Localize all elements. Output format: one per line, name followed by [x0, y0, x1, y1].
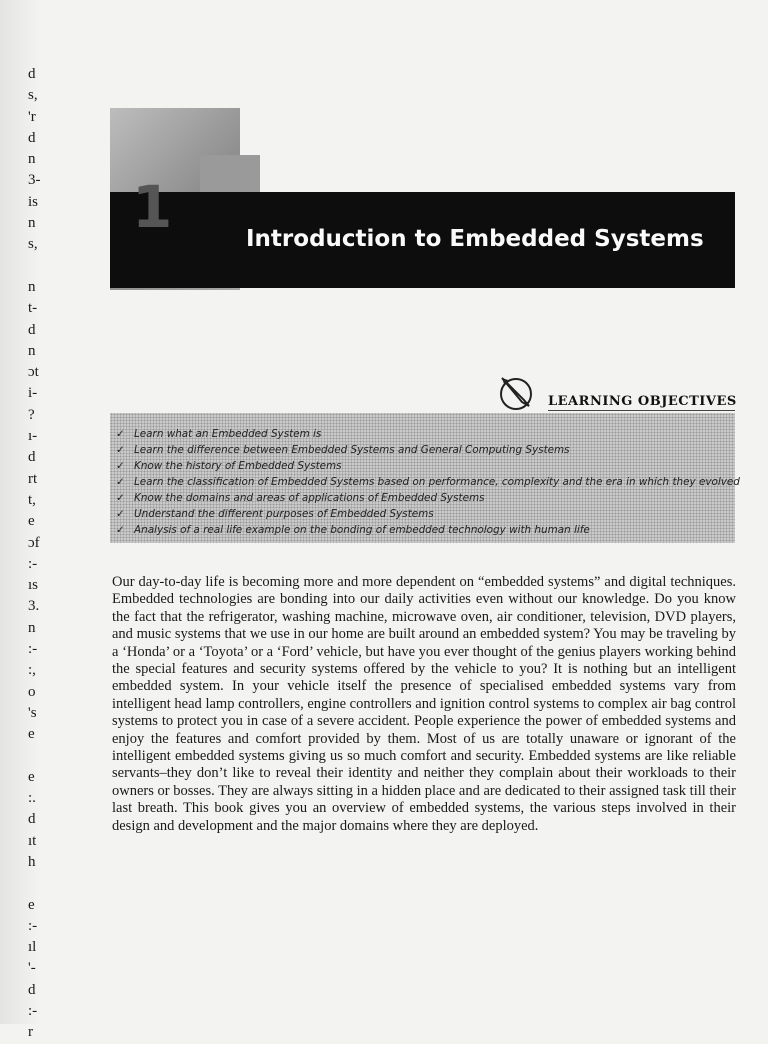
margin-fragment: ɔt: [28, 364, 39, 381]
margin-fragment: s,: [28, 236, 38, 253]
learning-objective-text: Learn what an Embedded System is: [134, 428, 322, 440]
margin-fragment: :-: [28, 555, 38, 572]
intro-paragraph: Our day-to-day life is becoming more and more dependent on “embedded systems” and digital techniques. Embedded technologies are bonding into our daily activities even without our knowledge. Do you know the fact that the refrigerator, washing machine, microwave oven, air conditioner, television, DVD players, and music systems that we use in our home are built around an embedded system? You may be traveling by a ‘Honda’ or a ‘Toyota’ or a ‘Ford’ vehicle, but have you ever thought of the genius players working behind the special features and security systems offered by the vehicle to you? It is nothing but an intelligent embedded system. In your vehicle itself the presence of specialised embedded systems vary from intelligent head lamp controllers, engine controllers and ignition control systems to complex air bag control systems to protect you in case of a severe accident. People experience the power of embedded systems and enjoy the features and comfort provided by them. Most of us are totally unaware or ignorant of the intelligent embedded systems giving us so much comfort and security. Embedded systems are like reliable servants–they don’t like to reveal their identity and neither they complain about their workloads to their owners or bosses. They are always sitting in a hidden place and are dedicated to their assigned task till their last breath. This book gives you an overview of embedded systems, the various steps involved in their design and development and the major domains where they are deployed.: [112, 574, 736, 834]
check-icon: ✓: [116, 444, 125, 456]
margin-fragment: :-: [28, 1003, 38, 1020]
margin-fragment: e: [28, 896, 35, 913]
chapter-title: Introduction to Embedded Systems: [246, 226, 704, 252]
learning-objective-text: Know the domains and areas of applications of Embedded Systems: [134, 492, 485, 504]
learning-objective-item: [116, 522, 740, 538]
learning-objective-item: [116, 458, 740, 474]
check-icon: ✓: [116, 460, 125, 472]
check-icon: ✓: [116, 508, 125, 520]
margin-fragment: d: [28, 981, 36, 998]
margin-fragment: d: [28, 66, 36, 82]
margin-fragment: [28, 256, 58, 277]
margin-fragment: n: [28, 619, 36, 636]
margin-fragment: ıt: [28, 832, 37, 849]
pencil-icon: [496, 372, 536, 412]
margin-fragment: d: [28, 129, 36, 146]
chapter-header-grey-step: [200, 155, 260, 195]
margin-fragment: o: [28, 683, 36, 700]
margin-fragment: n: [28, 278, 36, 295]
margin-fragment: 's: [28, 704, 37, 721]
learning-objective-text: Analysis of a real life example on the bonding of embedded technology with human life: [134, 524, 590, 536]
learning-objective-text: Know the history of Embedded Systems: [134, 460, 342, 472]
learning-objective-item: [116, 442, 740, 458]
margin-fragment: 'r: [28, 108, 36, 125]
learning-objective-item: [116, 426, 740, 442]
margin-fragment: 3.: [28, 598, 40, 615]
margin-fragment: :,: [28, 662, 36, 679]
margin-fragment: t,: [28, 491, 36, 508]
margin-fragment: d: [28, 449, 36, 466]
margin-fragment: is: [28, 193, 39, 210]
left-margin-fragments: [28, 64, 58, 1044]
learning-objective-text: Learn the difference between Embedded Systems and General Computing Systems: [134, 444, 570, 456]
margin-fragment: e: [28, 726, 35, 743]
margin-fragment: ıl: [28, 939, 37, 956]
margin-fragment: n: [28, 151, 36, 168]
learning-objective-item: [116, 474, 740, 490]
margin-fragment: e: [28, 768, 35, 785]
margin-fragment: d: [28, 811, 36, 828]
margin-fragment: t-: [28, 300, 38, 317]
learning-objectives-list: [116, 426, 740, 538]
margin-fragment: ?: [28, 406, 35, 423]
learning-objective-text: Understand the different purposes of Embedded Systems: [134, 508, 434, 520]
learning-objective-text: Learn the classification of Embedded Systems based on performance, complexity and the era in which they evolved: [134, 476, 740, 488]
margin-fragment: n: [28, 215, 36, 232]
margin-fragment: d: [28, 321, 36, 338]
margin-fragment: i-: [28, 385, 38, 402]
check-icon: ✓: [116, 492, 125, 504]
margin-fragment: 3-: [28, 172, 41, 189]
margin-fragment: r: [28, 1024, 33, 1041]
margin-fragment: :-: [28, 641, 38, 658]
margin-fragment: '-: [28, 960, 36, 977]
margin-fragment: :-: [28, 917, 38, 934]
margin-fragment: ɔf: [28, 534, 40, 551]
margin-fragment: ıs: [28, 577, 39, 594]
margin-fragment: :.: [28, 790, 36, 807]
margin-fragment: [28, 746, 58, 767]
margin-fragment: [28, 873, 58, 894]
learning-objectives-heading: LEARNING OBJECTIVES: [548, 394, 737, 409]
learning-objective-item: [116, 506, 740, 522]
margin-fragment: rt: [28, 470, 38, 487]
margin-fragment: e: [28, 513, 35, 530]
margin-fragment: h: [28, 853, 36, 870]
chapter-number: 1: [132, 173, 173, 241]
learning-objectives-rule: [548, 410, 735, 411]
learning-objective-item: [116, 490, 740, 506]
margin-fragment: s,: [28, 87, 38, 104]
check-icon: ✓: [116, 428, 125, 440]
check-icon: ✓: [116, 524, 125, 536]
margin-fragment: ı-: [28, 428, 38, 445]
margin-fragment: n: [28, 342, 36, 359]
check-icon: ✓: [116, 476, 125, 488]
